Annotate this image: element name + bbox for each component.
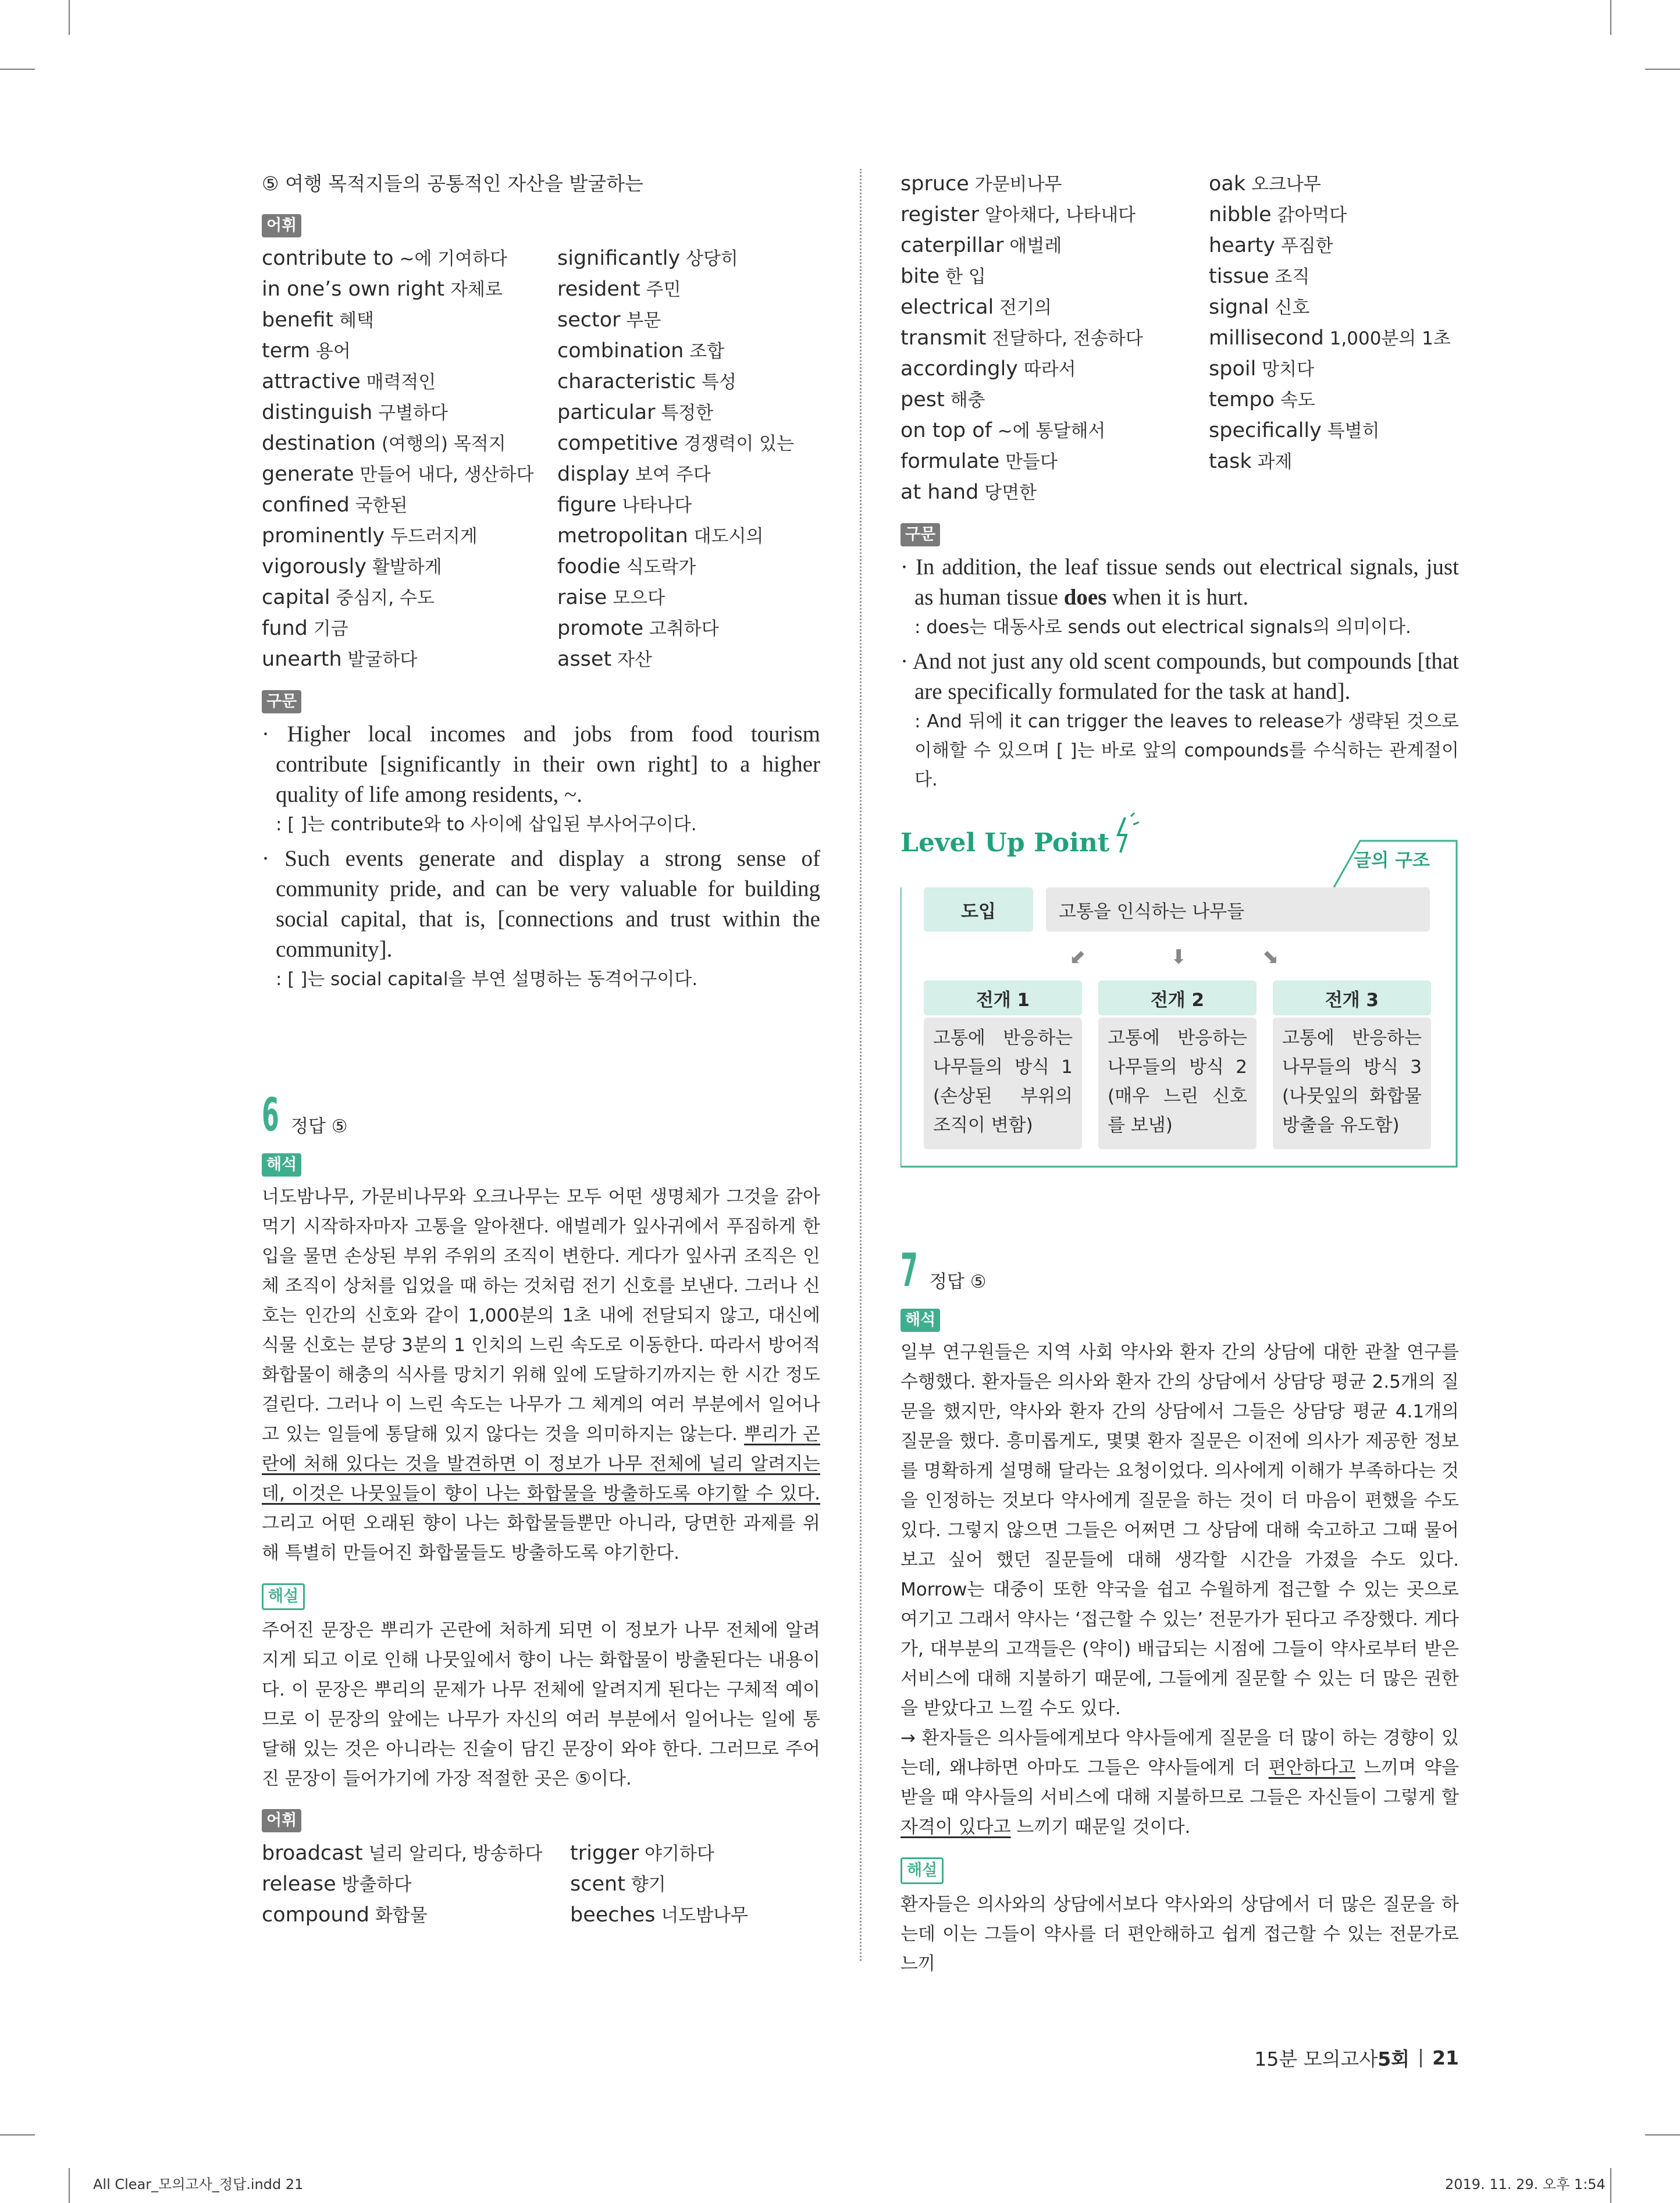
vocab-meaning: 부문 [620, 310, 661, 331]
vocab-word: specifically [1209, 419, 1322, 442]
development-text: 고통에 반응하는 나무들의 방식 2 (매우 느린 신호를 보냄) [1098, 1018, 1257, 1149]
vocab-word: accordingly [900, 357, 1018, 381]
development-text: 고통에 반응하는 나무들의 방식 3 (나뭇잎의 화합물 방출을 유도함) [1273, 1018, 1431, 1149]
vocab-entry [262, 490, 557, 521]
vocab-word: oak [1209, 172, 1246, 196]
summary-part: 느끼기 때문일 것이다. [1010, 1817, 1191, 1838]
vocab-word: transmit [900, 326, 987, 350]
vocab-entry [1209, 292, 1459, 323]
translation-part: 너도밤나무, 가문비나무와 오크나무는 모두 어떤 생명체가 그것을 갉아먹기 시작하자마자 고통을 알아챈다. 애벌레가 잎사귀에서 푸짐하게 한입을 물면 손상된 부위 주위의 조직이 변한다. 게다가 잎사귀 조직은 인체 조직이 상처를 입었을 때 하는 것처럼 전기 신호를 보낸다. 그러나 신호는 인간의 신호와 같이 1,000분의 1초 내에 전달되지 않고, 대신에 식물 신호는 분당 3분의 1 인치의 느린 속도로 이동한다. 따라서 방어적 화합물이 해충의 식사를 망치기 위해 잎에 도달하기까지는 한 시간 정도 걸린다. 그러나 이 느린 속도는 나무가 그 체계의 여러 부분에서 일어나고 있는 일들에 통달해 있지 않다는 것을 의미하지는 않는다. [262, 1186, 820, 1445]
answer-label: 정답 ⑤ [930, 1271, 987, 1292]
intro-label: 도입 [924, 887, 1033, 932]
vocab-meaning: 한 입 [939, 267, 986, 287]
vocab-meaning: 야기하다 [639, 1843, 714, 1864]
vocab-meaning: (여행의) 목적지 [376, 434, 506, 454]
translation-tag: 해석 [262, 1153, 301, 1177]
vocab-entry [900, 415, 1209, 446]
vocab-entry [1209, 477, 1459, 508]
vocab-meaning: 매력적인 [360, 372, 436, 393]
vocab-entry [1209, 323, 1459, 354]
vocab-list [262, 243, 820, 675]
vocab-word: resident [557, 278, 640, 301]
vocab-meaning: 특정한 [655, 403, 714, 424]
vocab-entry [900, 477, 1209, 508]
vocab-entry [262, 274, 557, 305]
vocab-entry [557, 644, 820, 675]
vocab-meaning: 만들어 내다, 생산하다 [354, 464, 534, 485]
vocab-word: tissue [1209, 265, 1269, 288]
vocab-word: raise [557, 586, 607, 609]
vocab-entry [1209, 169, 1459, 200]
vocab-meaning: 속도 [1274, 390, 1315, 411]
vocab-word: characteristic [557, 370, 696, 393]
vocab-meaning: 자체로 [444, 279, 503, 300]
vocab-word: confined [262, 493, 350, 517]
vocab-meaning: 고취하다 [643, 619, 719, 639]
level-up-point-box [900, 823, 1459, 1172]
vocab-word: contribute to [262, 247, 394, 270]
vocab-meaning: ~에 통달해서 [991, 421, 1106, 442]
vocab-entry [262, 521, 557, 552]
vocab-meaning: 나타나다 [616, 495, 692, 516]
vocab-entry [900, 292, 1209, 323]
vocab-meaning: 가문비나무 [969, 174, 1062, 195]
vocab-word: capital [262, 586, 330, 609]
vocab-word: fund [262, 617, 308, 640]
vocab-entry [262, 644, 557, 675]
vocab-meaning: 만들다 [999, 452, 1058, 472]
vocab-meaning: 식도락가 [620, 557, 696, 578]
crop-mark [1610, 0, 1611, 35]
vocab-word: destination [262, 432, 376, 455]
vocab-meaning: 특성 [696, 372, 736, 393]
vocab-entry [557, 367, 820, 397]
vocab-entry [262, 428, 557, 459]
development-2 [1098, 980, 1257, 1149]
vocab-word: competitive [557, 432, 678, 455]
vocab-meaning: 모으다 [607, 588, 665, 609]
vocab-meaning: 당면한 [978, 482, 1037, 503]
sentence-text: when it is hurt. [1106, 585, 1249, 610]
structure-sentence-1: · Higher local incomes and jobs from food tourism contribute [significantly in their own right] to a higher quality of life among residents, ~. [262, 722, 820, 807]
vocab-word: register [900, 203, 979, 226]
vocab-word: caterpillar [900, 234, 1004, 257]
vocab-meaning: 방출하다 [336, 1874, 412, 1895]
structure-sentence-1: · In addition, the leaf tissue sends out electrical signals, just as human tissue does when it is hurt. [900, 555, 1459, 610]
vocab-word: broadcast [262, 1842, 363, 1865]
vocab-entry [900, 385, 1209, 415]
lightning-icon [1108, 812, 1142, 858]
vocab-entry [557, 582, 820, 613]
summary-part: → 환자들은 의사들에게보다 약사들에게 질문을 더 많이 하는 경향이 있는데, 왜냐하면 아마도 그들은 약사들에게 더 [900, 1728, 1459, 1778]
vocab-entry [900, 354, 1209, 385]
footer-separator [1420, 2049, 1422, 2067]
structure-note-2: : And 뒤에 it can trigger the leaves to release가 생략된 것으로 이해할 수 있으며 [ ]는 바로 앞의 compounds를 수식하는 관계절이다. [914, 711, 1459, 790]
vocab-meaning: 갉아먹다 [1271, 205, 1347, 226]
vocab-word: nibble [1209, 203, 1272, 226]
vocab-meaning: 기금 [307, 619, 348, 639]
answer-label: 정답 ⑤ [291, 1116, 348, 1137]
vocab-word: trigger [570, 1842, 639, 1865]
vocab-meaning: 경쟁력이 있는 [678, 434, 795, 454]
development-label: 전개 1 [924, 980, 1082, 1015]
vocab-word: in one’s own right [262, 278, 445, 301]
vocab-meaning: 화합물 [369, 1905, 428, 1926]
vocab-entry [1209, 354, 1459, 385]
summary-text [900, 1724, 1459, 1842]
answer-7-header [900, 1245, 1459, 1297]
vocab-meaning: 국한된 [349, 495, 408, 516]
vocab-word: spruce [900, 172, 969, 196]
print-slug-date: 2019. 11. 29. 오후 1:54 [1445, 2176, 1606, 2193]
vocab-word: task [1209, 450, 1252, 473]
vocab-entry [557, 274, 820, 305]
underlined-sentence: 뿌리가 곤란에 처해 있다는 것을 발견하면 이 정보가 나무 전체에 널리 알려지는데, 이것은 나뭇잎들이 향이 나는 화합물을 방출하도록 야기할 수 있다. [262, 1424, 820, 1504]
crop-mark [1645, 69, 1680, 70]
summary-part: 느끼며 약을 받을 때 약사들의 서비스에 대해 지불하므로 그들은 자신들이 그렇게 할 [900, 1757, 1459, 1808]
sentence-text: Higher local incomes and jobs from food tourism contribute [significantly in their own right] to a higher quality of life among residents, ~. [276, 722, 820, 807]
vocab-word: hearty [1209, 234, 1275, 257]
vocab-entry [262, 459, 557, 490]
crop-mark [0, 2134, 35, 2136]
crop-mark [1645, 2134, 1680, 2136]
vocab-word: distinguish [262, 401, 373, 424]
arrow-down-icon: ⬇ [1170, 946, 1187, 969]
vocab-entry [570, 1869, 820, 1900]
vocab-entry [262, 397, 557, 428]
vocab-word: millisecond [1209, 326, 1324, 350]
vocab-list-2 [262, 1838, 820, 1931]
development-label: 전개 3 [1273, 980, 1431, 1015]
vocab-meaning: 오크나무 [1245, 174, 1321, 195]
vocab-meaning: 너도밤나무 [655, 1905, 749, 1926]
crop-mark [0, 69, 35, 70]
structure-note-1: : does는 대동사로 sends out electrical signals의 의미이다. [914, 617, 1411, 638]
crop-mark [1610, 2168, 1611, 2203]
vocab-word: formulate [900, 450, 1000, 473]
vocab-word: combination [557, 339, 684, 363]
vocab-meaning: 애벌레 [1003, 236, 1062, 257]
vocab-entry [262, 1900, 570, 1931]
vocab-entry [557, 305, 820, 336]
vocab-entry [900, 169, 1209, 200]
bold-word: does [1063, 585, 1107, 610]
vocab-entry [1209, 230, 1459, 261]
vocab-meaning: 푸짐한 [1275, 236, 1333, 257]
vocab-word: asset [557, 648, 612, 671]
structure-tag: 구문 [900, 523, 940, 546]
vocab-entry [557, 336, 820, 367]
vocab-word: particular [557, 401, 656, 424]
sentence-text: Such events generate and display a strong sense of community pride, and can be very valuable for building social capital, that is, [connections and trust within the community]. [276, 846, 820, 962]
vocab-word: term [262, 339, 311, 363]
vocab-meaning: 두드러지게 [385, 526, 478, 547]
vocab-word: on top of [900, 419, 992, 442]
vocab-meaning: 조합 [684, 341, 725, 362]
vocab-entry [262, 613, 557, 644]
vocab-entry [262, 1838, 570, 1869]
vocab-entry [262, 305, 557, 336]
vocab-word: release [262, 1872, 336, 1896]
vocab-entry [557, 428, 820, 459]
answer-6-header [262, 1089, 820, 1142]
vocab-entry [1209, 446, 1459, 477]
vocab-meaning: 특별히 [1321, 421, 1380, 442]
vocab-entry [557, 397, 820, 428]
left-column [262, 169, 820, 1931]
question-number: 6 [262, 1089, 279, 1142]
vocab-word: metropolitan [557, 524, 688, 548]
vocab-meaning: 혜택 [333, 310, 374, 331]
vocab-tag: 어휘 [262, 214, 301, 237]
vocab-entry [570, 1900, 820, 1931]
structure-label: 글의 구조 [1354, 850, 1430, 871]
vocab-word: unearth [262, 648, 342, 671]
question-number: 7 [900, 1245, 918, 1297]
vocab-meaning: 알아채다, 나타내다 [978, 205, 1136, 226]
structure-note-1: : [ ]는 contribute와 to 사이에 삽입된 부사어구이다. [276, 814, 697, 835]
underlined-word: 자격이 있다고 [900, 1817, 1011, 1838]
vocab-meaning: 망치다 [1256, 359, 1315, 380]
vocab-entry [570, 1838, 820, 1869]
vocab-word: significantly [557, 247, 681, 270]
vocab-entry [262, 243, 557, 274]
vocab-meaning: 대도시의 [688, 526, 764, 547]
right-column [900, 169, 1459, 1979]
vocab-entry [557, 521, 820, 552]
vocab-meaning: 따라서 [1017, 359, 1076, 380]
vocab-meaning: 조직 [1269, 267, 1310, 287]
vocab-entry [900, 446, 1209, 477]
level-up-title: Level Up Point [900, 828, 1110, 858]
vocab-word: generate [262, 463, 354, 486]
vocab-meaning: 과제 [1251, 452, 1293, 472]
vocab-entry [262, 552, 557, 582]
vocab-entry [1209, 385, 1459, 415]
vocab-meaning: 신호 [1269, 297, 1310, 318]
vocab-word: compound [262, 1903, 369, 1927]
vocab-entry [262, 582, 557, 613]
vocab-word: foodie [557, 555, 621, 578]
vocab-word: sector [557, 308, 621, 332]
vocab-word: tempo [1209, 388, 1275, 411]
explanation-tag: 해설 [262, 1583, 305, 1610]
vocab-word: prominently [262, 524, 385, 548]
vocab-meaning: 향기 [625, 1874, 666, 1895]
vocab-meaning: ~에 기여하다 [393, 248, 508, 269]
footer-round: 5회 [1378, 2048, 1410, 2070]
vocab-meaning: 구별하다 [372, 403, 448, 424]
vocab-meaning: 1,000분의 1초 [1323, 328, 1451, 349]
vocab-word: scent [570, 1872, 625, 1896]
vocab-word: promote [557, 617, 644, 640]
underlined-word: 편안하다고 [1268, 1757, 1356, 1778]
vocab-meaning: 용어 [310, 341, 351, 362]
vocab-tag: 어휘 [262, 1809, 301, 1832]
print-slug-file: All Clear_모의고사_정답.indd 21 [93, 2176, 304, 2193]
vocab-word: vigorously [262, 555, 366, 578]
structure-sentence-2: · Such events generate and display a strong sense of community pride, and can be very valuable for building social capital, that is, [connections and trust within the community]. [262, 846, 820, 962]
vocab-meaning: 발굴하다 [341, 649, 418, 670]
structure-tag: 구문 [262, 690, 301, 713]
vocab-entry [900, 230, 1209, 261]
vocab-entry [900, 323, 1209, 354]
vocab-entry [900, 200, 1209, 230]
vocab-word: beeches [570, 1903, 656, 1927]
vocab-meaning: 중심지, 수도 [330, 588, 435, 609]
arrow-down-right-icon: ⬊ [1262, 946, 1279, 969]
vocab-meaning: 활발하게 [366, 557, 442, 578]
translation-tag: 해석 [900, 1309, 940, 1332]
vocab-entry [262, 336, 557, 367]
vocab-word: signal [1209, 296, 1269, 319]
vocab-word: figure [557, 493, 617, 517]
translation-text [262, 1182, 820, 1568]
vocab-meaning: 주민 [640, 279, 681, 300]
development-label: 전개 2 [1098, 980, 1257, 1015]
footer-label: 15분 모의고사 [1254, 2048, 1378, 2070]
vocab-entry [557, 552, 820, 582]
vocab-word: bite [900, 265, 940, 288]
vocab-entry [557, 459, 820, 490]
translation-text: 일부 연구원들은 지역 사회 약사와 환자 간의 상담에 대한 관찰 연구를 수행했다. 환자들은 의사와 환자 간의 상담에서 상담당 평균 2.5개의 질문을 했지만, 약사와 환자 간의 상담에서 그들은 상담당 평균 4.1개의 질문을 했다. 흥미롭게도, 몇몇 환자 질문은 이전에 의사가 제공한 정보를 명확하게 설명해 달라는 요청이었다. 의사에게 이해가 부족하다는 것을 인정하는 것보다 약사에게 질문을 하는 것이 더 마음이 편했을 수도 있다. 그렇지 않으면 그들은 어쩌면 그 상담에 대해 숙고하고 그때 물어보고 싶어 했던 질문들에 대해 생각할 시간을 가졌을 수도 있다. Morrow는 대중이 또한 약국을 쉽고 수월하게 접근할 수 있는 곳으로 여기고 그래서 약사는 ‘접근할 수 있는’ 전문가가 된다고 주장했다. 게다가, 대부분의 고객들은 (약이) 배급되는 시점에 그들이 약사로부터 받은 서비스에 대해 지불하기 때문에, 그들에게 질문할 수 있는 더 많은 권한을 받았다고 느낄 수도 있다. [900, 1342, 1459, 1719]
explanation-text: 주어진 문장은 뿌리가 곤란에 처하게 되면 이 정보가 나무 전체에 알려지게 되고 이로 인해 나뭇잎에서 향이 나는 화합물이 방출된다는 내용이다. 이 문장은 뿌리의 문제가 나무 전체에 알려지게 된다는 구체적 예이므로 이 문장의 앞에는 나무가 자신의 여러 부분에서 일어나는 일에 통달해 있는 것은 아니라는 진술이 담긴 문장이 와야 한다. 그러므로 주어진 문장이 들어가기에 가장 적절한 곳은 ⑤이다. [262, 1620, 820, 1789]
development-1 [924, 980, 1082, 1149]
page-footer [1254, 2044, 1459, 2071]
crop-mark [69, 2168, 70, 2203]
column-divider [860, 169, 862, 1961]
explanation-text: 환자들은 의사와의 상담에서보다 약사와의 상담에서 더 많은 질문을 하는데 이는 그들이 약사를 더 편안해하고 쉽게 접근할 수 있는 전문가로 느끼 [900, 1894, 1459, 1974]
development-text: 고통에 반응하는 나무들의 방식 1 (손상된 부위의 조직이 변함) [924, 1018, 1082, 1149]
page-number: 21 [1432, 2046, 1459, 2069]
vocab-meaning: 해충 [944, 390, 985, 411]
vocab-word: electrical [900, 296, 994, 319]
vocab-entry [1209, 415, 1459, 446]
vocab-entry [262, 1869, 570, 1900]
vocab-meaning: 전기의 [994, 297, 1052, 318]
vocab-entry [557, 243, 820, 274]
vocab-entry [900, 261, 1209, 292]
vocab-word: spoil [1209, 357, 1257, 381]
vocab-meaning: 널리 알리다, 방송하다 [362, 1843, 543, 1864]
vocab-meaning: 상당히 [680, 248, 738, 269]
translation-part: 그리고 어떤 오래된 향이 나는 화합물들뿐만 아니라, 당면한 과제를 위해 특별히 만들어진 화합물들도 방출하도록 야기한다. [262, 1513, 820, 1564]
sentence-text: In addition, the leaf tissue sends out electrical signals, just as human tissue [914, 555, 1459, 610]
sentence-text: And not just any old scent compounds, but compounds [that are specifically formulated for the task at hand]. [912, 649, 1459, 704]
vocab-meaning: 전달하다, 전송하다 [986, 328, 1143, 349]
intro-text: 고통을 인식하는 나무들 [1046, 887, 1430, 932]
vocab-meaning: 보여 주다 [629, 464, 711, 485]
vocab-entry [1209, 200, 1459, 230]
development-3 [1273, 980, 1431, 1149]
vocab-entry [557, 613, 820, 644]
vocab-list-right [900, 169, 1459, 508]
vocab-entry [262, 367, 557, 397]
structure-note-2: : [ ]는 social capital을 부연 설명하는 동격어구이다. [276, 969, 698, 990]
vocab-entry [1209, 261, 1459, 292]
vocab-word: benefit [262, 308, 334, 332]
vocab-word: attractive [262, 370, 361, 393]
vocab-word: pest [900, 388, 945, 411]
vocab-word: at hand [900, 481, 979, 504]
explanation-tag: 해설 [900, 1857, 944, 1884]
vocab-entry [557, 490, 820, 521]
crop-mark [69, 0, 70, 35]
vocab-word: display [557, 463, 630, 486]
option-5-text: ⑤ 여행 목적지들의 공통적인 자산을 발굴하는 [262, 172, 643, 195]
vocab-meaning: 자산 [611, 649, 652, 670]
arrow-down-left-icon: ⬋ [1069, 946, 1086, 969]
structure-sentence-2: · And not just any old scent compounds, but compounds [that are specifically formulated for the task at hand]. [900, 649, 1459, 704]
